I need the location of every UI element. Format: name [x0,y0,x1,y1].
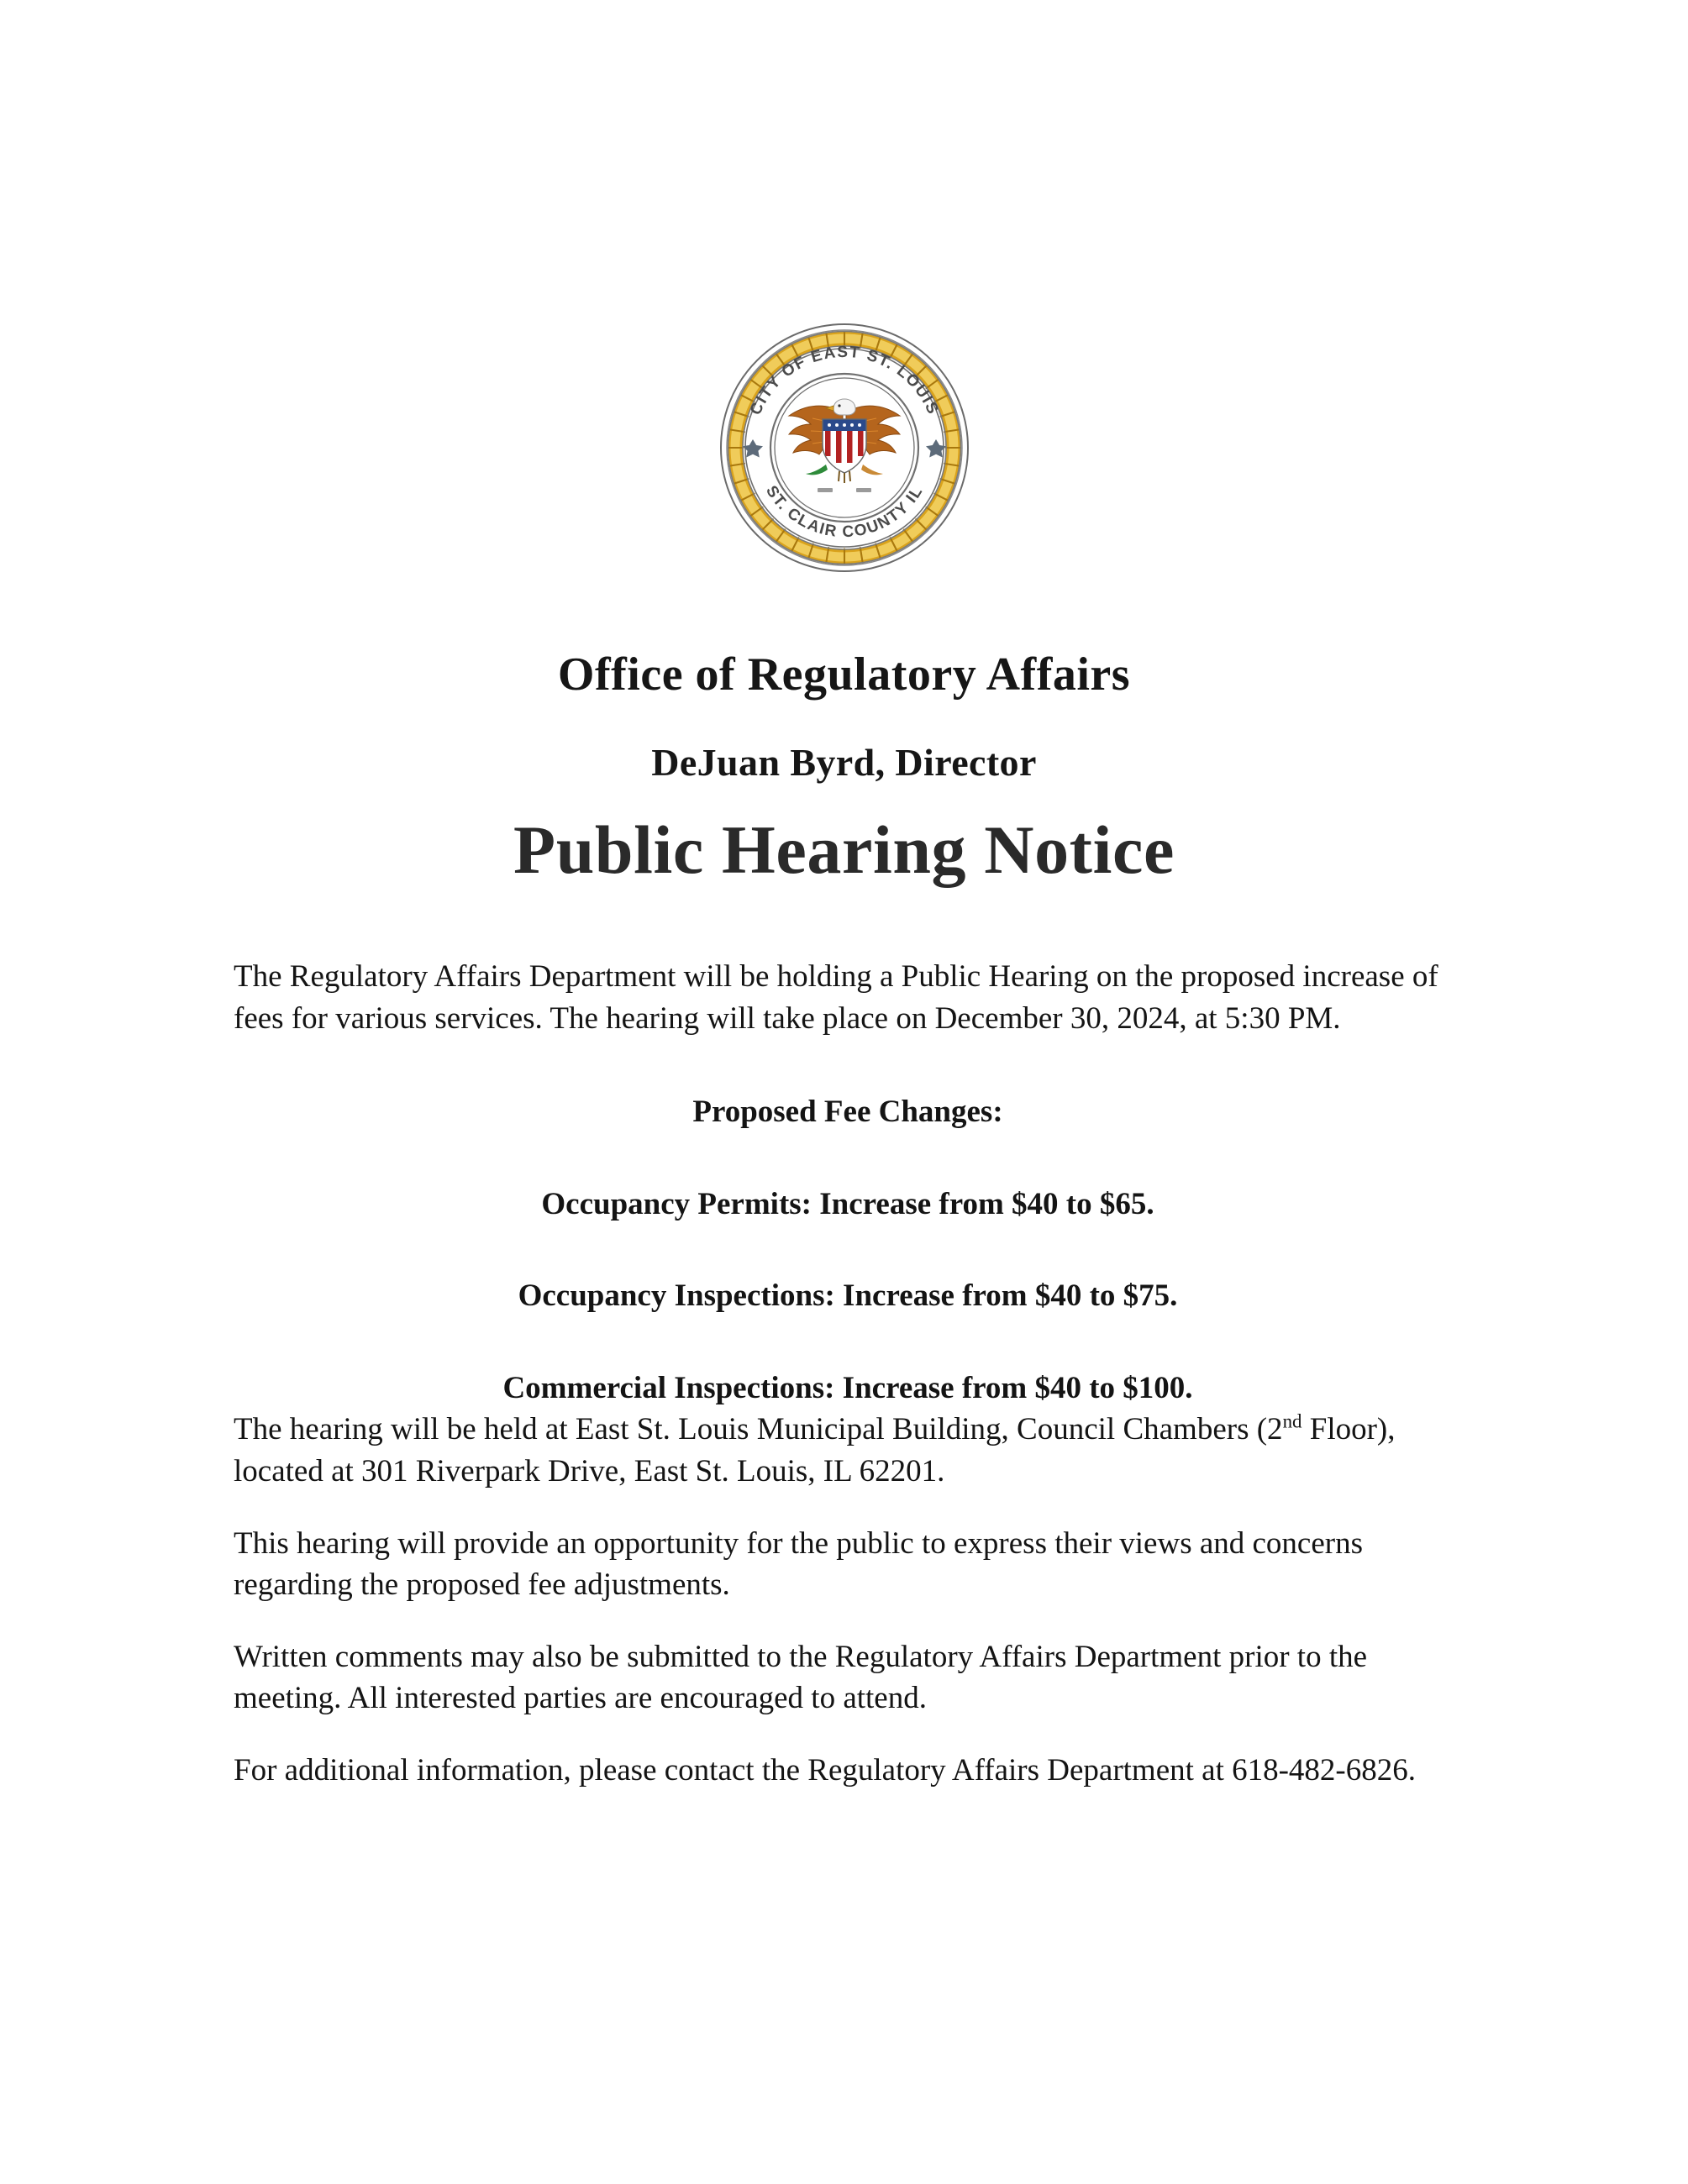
written-comments-paragraph: Written comments may also be submitted to the Regulatory Affairs Department prior to the meeting. All interested parties are encouraged to attend. [234,1639,1368,1716]
purpose-paragraph: This hearing will provide an opportunity for the public to express their views and concerns regarding the proposed fee adjustments. [234,1525,1363,1603]
fee-item-commercial-inspections: Commercial Inspections: Increase from $40 to $100. [502,1370,1193,1405]
director-name: DeJuan Byrd, Director [651,741,1037,785]
city-seal-icon [718,322,970,574]
venue-text-part-one: The hearing will be held at East St. Louis Municipal Building, Council Chambers (2 [234,1412,1283,1447]
venue-text-part-two: Floor), located at 301 Riverpark Drive, East St. Louis, IL 62201. [234,1412,1396,1489]
document-header [0,647,1688,890]
seal-bottom-legend: ST. CLAIR COUNTY IL [761,482,927,542]
intro-paragraph: The Regulatory Affairs Department will be holding a Public Hearing on the proposed increase of fees for various services. The hearing will take place on December 30, 2024, at 5:30 PM. [234,959,1438,1036]
fee-changes-heading: Proposed Fee Changes: [692,1095,1003,1130]
notice-body [234,956,1462,1792]
fee-item-occupancy-permits: Occupancy Permits: Increase from $40 to $65. [541,1186,1154,1221]
fee-item-occupancy-inspections: Occupancy Inspections: Increase from $40 to $75. [518,1278,1178,1314]
contact-paragraph: For additional information, please contact the Regulatory Affairs Department at 618-482-6826. [234,1752,1416,1788]
ordinal-suffix: nd [1282,1411,1302,1433]
page-title: Public Hearing Notice [513,811,1175,889]
seal-top-legend: CITY OF EAST ST. LOUIS [746,343,942,418]
seal-container [0,322,1688,574]
office-title: Office of Regulatory Affairs [557,648,1131,701]
venue-paragraph [234,1409,1462,1492]
